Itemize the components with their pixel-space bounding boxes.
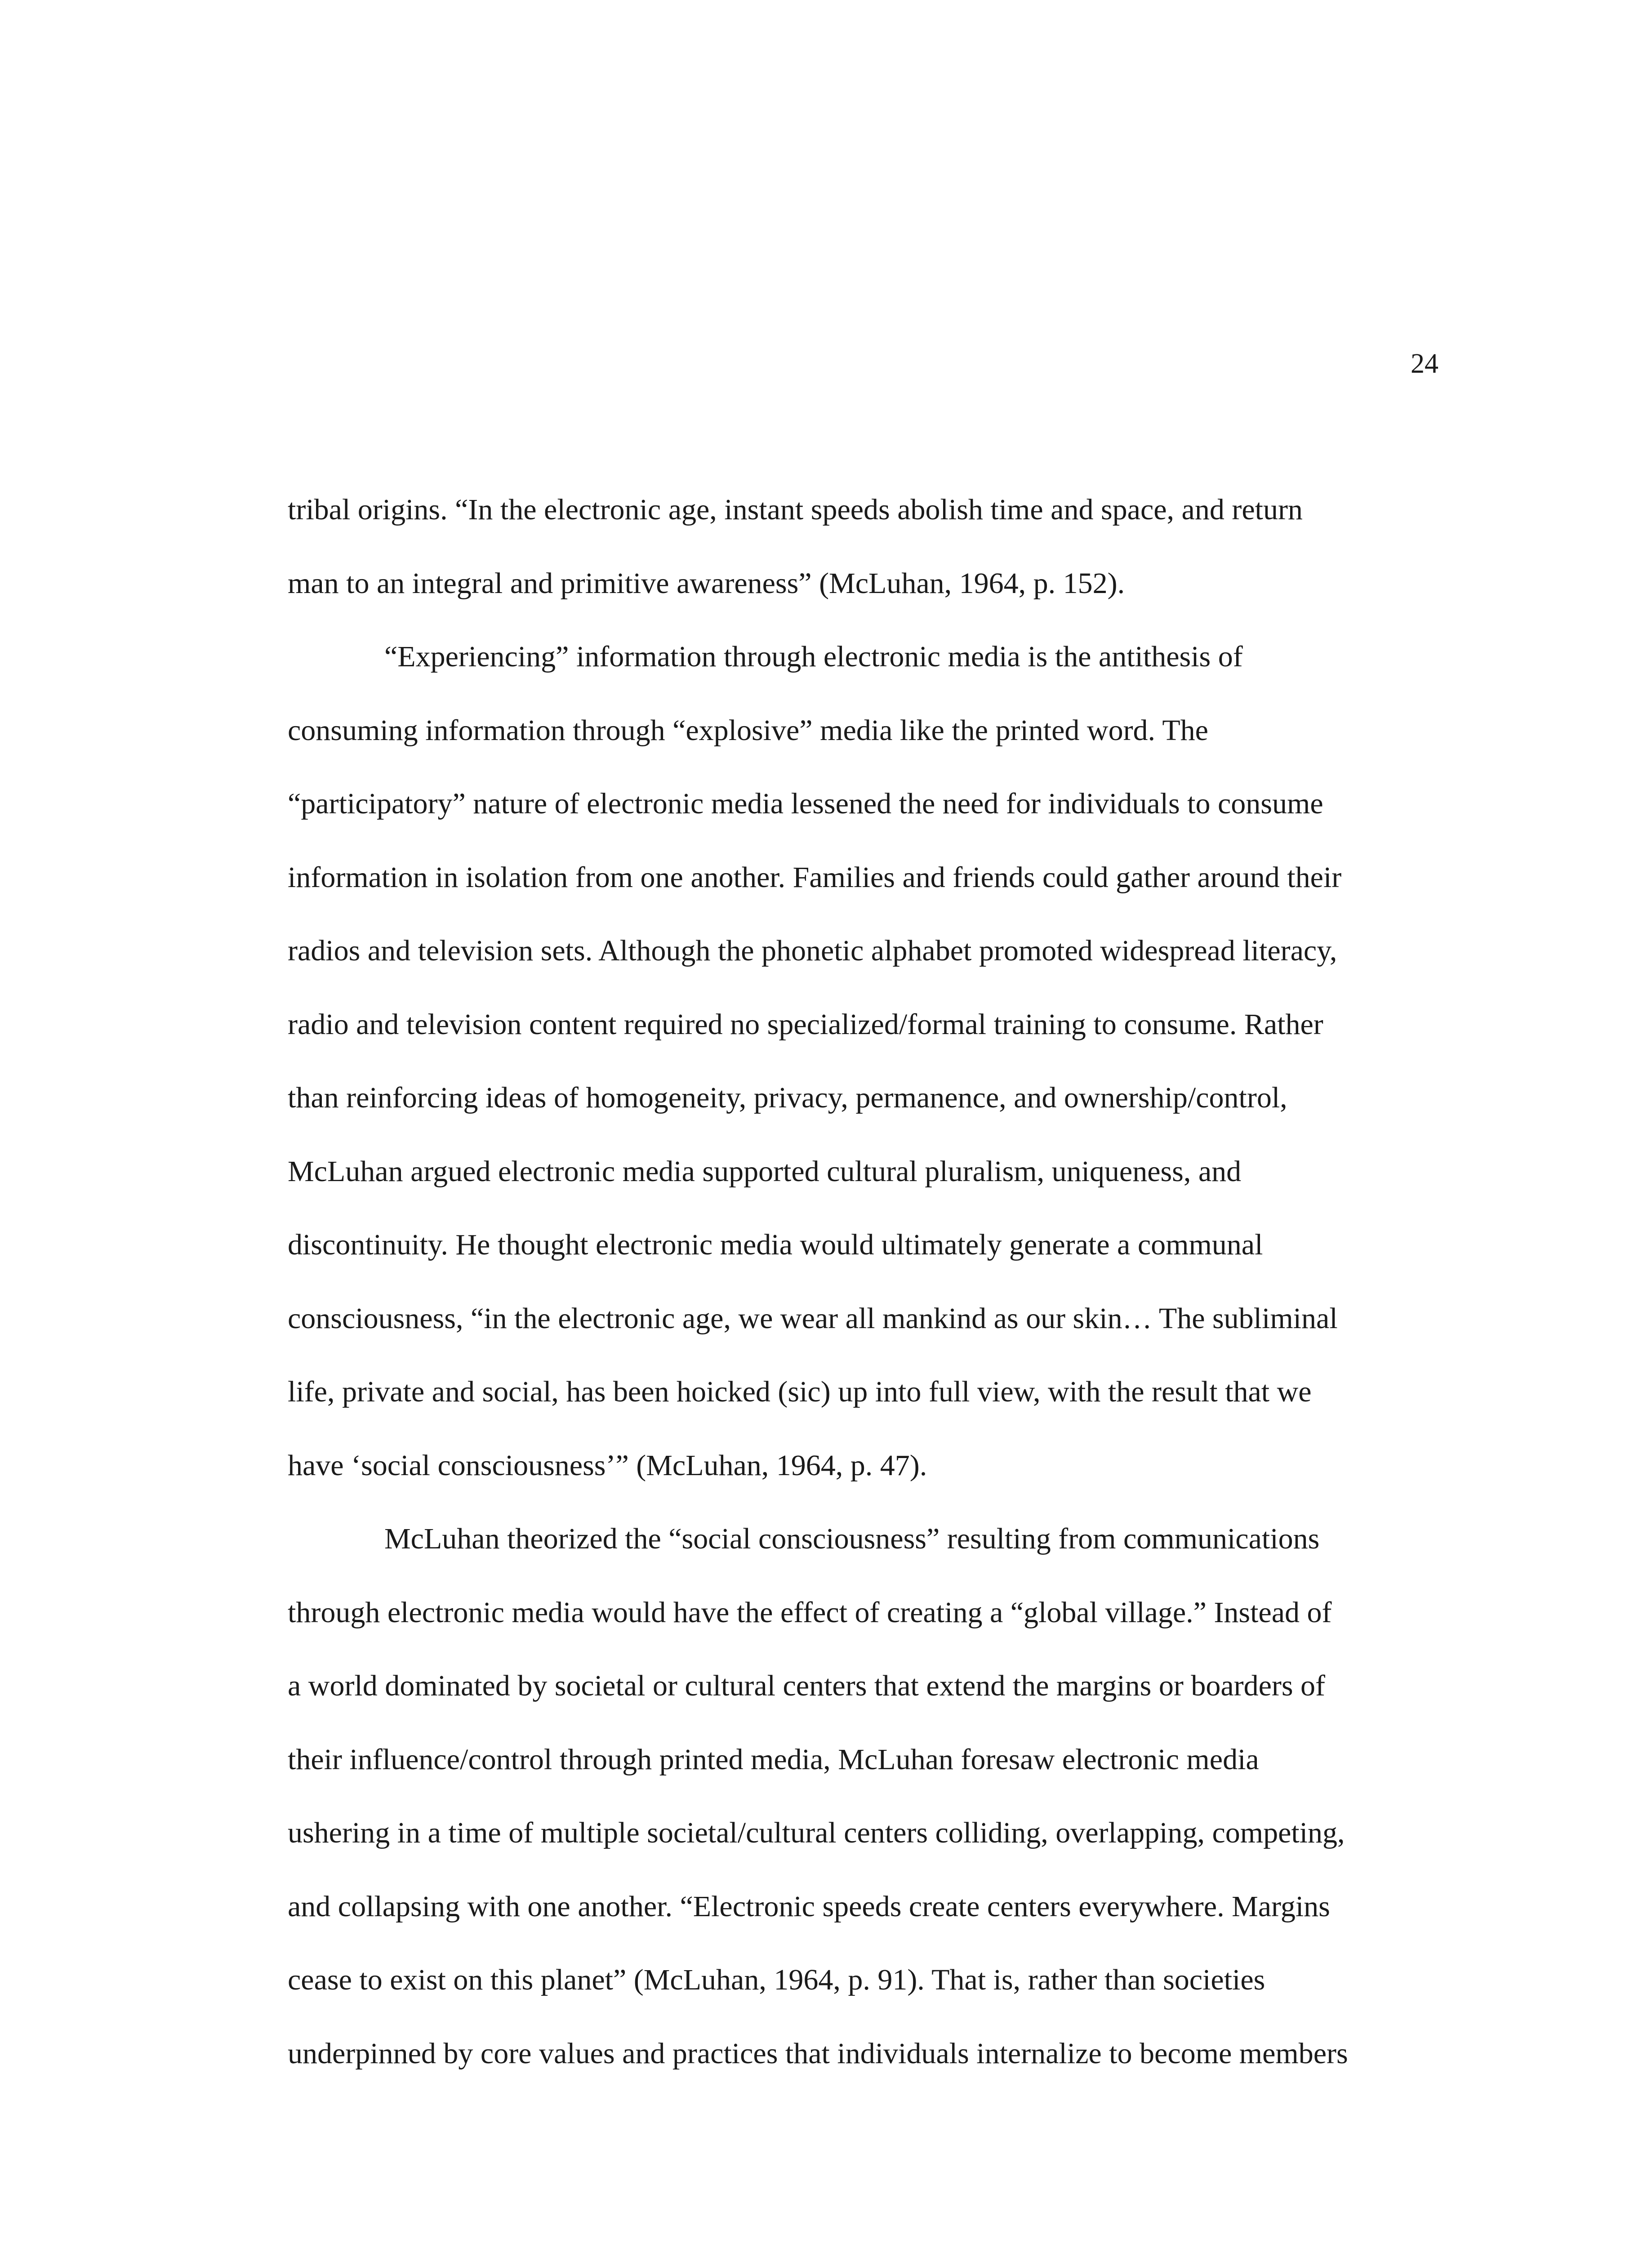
text-line: ushering in a time of multiple societal/cultural centers colliding, overlapping, competing,	[288, 1816, 1345, 1849]
text-line: tribal origins. “In the electronic age, instant speeds abolish time and space, and return	[288, 493, 1303, 526]
text-line: McLuhan theorized the “social consciousness” resulting from communications	[384, 1522, 1320, 1555]
text-line: consciousness, “in the electronic age, we wear all mankind as our skin… The subliminal	[288, 1302, 1338, 1335]
text-line: radio and television content required no specialized/formal training to consume. Rather	[288, 1008, 1323, 1041]
text-line: than reinforcing ideas of homogeneity, privacy, permanence, and ownership/control,	[288, 1081, 1287, 1114]
text-line: have ‘social consciousness’” (McLuhan, 1964, p. 47).	[288, 1449, 927, 1482]
text-line: life, private and social, has been hoicked (sic) up into full view, with the result that we	[288, 1375, 1312, 1408]
text-line: cease to exist on this planet” (McLuhan, 1964, p. 91). That is, rather than societies	[288, 1963, 1265, 1996]
text-line: McLuhan argued electronic media supported cultural pluralism, uniqueness, and	[288, 1155, 1242, 1188]
text-line: underpinned by core values and practices that individuals internalize to become members	[288, 2037, 1348, 2070]
page-number: 24	[1411, 348, 1438, 379]
body-text	[288, 495, 1438, 2112]
text-line: consuming information through “explosive” media like the printed word. The	[288, 714, 1208, 747]
text-line: discontinuity. He thought electronic media would ultimately generate a communal	[288, 1228, 1263, 1261]
text-line: “Experiencing” information through electronic media is the antithesis of	[384, 640, 1243, 673]
text-line: radios and television sets. Although the phonetic alphabet promoted widespread literacy,	[288, 934, 1337, 967]
text-line: information in isolation from one another. Families and friends could gather around their	[288, 861, 1342, 894]
text-line: their influence/control through printed media, McLuhan foresaw electronic media	[288, 1743, 1259, 1776]
text-line: a world dominated by societal or cultural centers that extend the margins or boarders of	[288, 1669, 1326, 1702]
text-line: “participatory” nature of electronic media lessened the need for individuals to consume	[288, 787, 1323, 820]
text-line: through electronic media would have the effect of creating a “global village.” Instead of	[288, 1596, 1332, 1629]
text-line: man to an integral and primitive awareness” (McLuhan, 1964, p. 152).	[288, 566, 1125, 600]
text-line: and collapsing with one another. “Electronic speeds create centers everywhere. Margins	[288, 1890, 1330, 1923]
